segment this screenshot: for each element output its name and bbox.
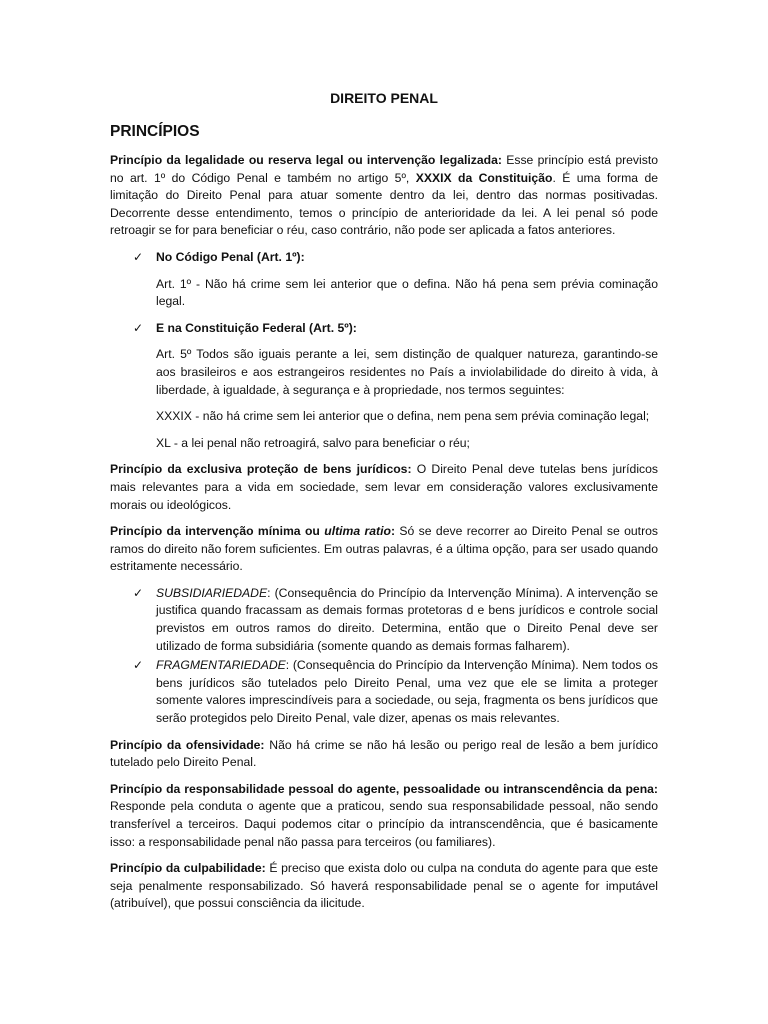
check-item-constituicao bbox=[110, 320, 658, 338]
section-title: PRINCÍPIOS bbox=[110, 123, 200, 140]
bens-text: O Direito Penal deve tutelas bens jurídicos mais relevantes para a vida em sociedade, sem levar em consideração valores exclusivamente morais ou ideológicos. bbox=[110, 462, 659, 512]
check-item-subsidiariedade bbox=[110, 585, 658, 655]
checkmark-icon: ✓ bbox=[133, 585, 144, 600]
fragmentariedade-text: : (Consequência do Princípio da Intervenção Mínima). Nem todos os bens jurídicos são tutelados pelo Direito Penal, uma vez que ele se limita a proteger somente valores imprescindíveis para a sociedade, ou seja, fragmenta os bens jurídicos que serão protegidos pelo Direito Penal, vale dizer, apenas os mais relevantes. bbox=[156, 658, 658, 726]
check-item-codigo-penal bbox=[110, 249, 658, 267]
responsabilidade-text: Responde pela conduta o agente que a praticou, sendo sua responsabilidade pessoal, não sendo transferível a terceiros. Daqui podemos citar o princípio da intranscendência, que é basicamente isso: a responsabilidade penal não passa para terceiros (ou familiares). bbox=[110, 799, 658, 849]
quote-inciso-xl: XL - a lei penal não retroagirá, salvo para beneficiar o réu; bbox=[156, 435, 470, 450]
paragraph-culpabilidade bbox=[110, 860, 658, 913]
check-item-fragmentariedade bbox=[110, 657, 658, 727]
paragraph-legalidade bbox=[110, 152, 658, 240]
subsidiariedade-label: SUBSIDIARIEDADE bbox=[156, 585, 268, 600]
constituicao-label: E na Constituição Federal (Art. 5º): bbox=[156, 320, 357, 335]
minima-label: Princípio da intervenção mínima ou bbox=[110, 524, 325, 539]
quote-inciso-xxxix: XXXIX - não há crime sem lei anterior que o defina, nem pena sem prévia cominação legal; bbox=[156, 409, 650, 424]
legalidade-label: Princípio da legalidade ou reserva legal ou intervenção legalizada: bbox=[110, 153, 502, 167]
ofensividade-label: Princípio da ofensividade: bbox=[110, 737, 265, 752]
legalidade-text2: . É uma forma de limitação do Direito Penal para atuar somente dentro da lei, dentro das normas positivadas. Decorrente desse entendimento, temos o princípio de anterioridade da lei. A lei penal só pode retroagir se for para beneficiar o réu, caso contrário, não pode ser aplicada a fatos anteriores. bbox=[110, 170, 658, 238]
codigo-penal-label: No Código Penal (Art. 1º): bbox=[156, 249, 305, 264]
paragraph-bens-juridicos bbox=[110, 461, 658, 514]
paragraph-ofensividade bbox=[110, 737, 658, 772]
minima-text: Só se deve recorrer ao Direito Penal se outros ramos do direito não forem suficientes. Em outras palavras, é a última opção, para ser usado quando estritamente necessário. bbox=[110, 524, 658, 574]
culpabilidade-text: É preciso que exista dolo ou culpa na conduta do agente para que este seja penalmente responsabilizado. Só haverá responsabilidade penal se o agente for imputável (atribuível), que possui consciência da ilicitude. bbox=[110, 861, 658, 911]
checkmark-icon: ✓ bbox=[133, 320, 144, 335]
quote-constituicao-art5: Art. 5º Todos são iguais perante a lei, sem distinção de qualquer natureza, garantindo-se aos brasileiros e aos estrangeiros residentes no País a inviolabilidade do direito à vida, à liberdade, à igualdade, à segurança e à propriedade, nos termos seguintes: bbox=[156, 347, 658, 397]
paragraph-responsabilidade bbox=[110, 781, 658, 851]
subsidiariedade-text: : (Consequência do Princípio da Intervenção Mínima). A intervenção se justifica quando fracassam as demais formas protetoras d e bens jurídicos e controle social previstos em outros ramos do direito. Determina, então que o Direito Penal deve ser utilizado de forma subsidiária (somente quando as demais formas falharem). bbox=[156, 585, 658, 653]
legalidade-text1: Esse princípio está previsto no art. 1º do Código Penal e também no artigo 5º, bbox=[110, 153, 658, 185]
document-title: DIREITO PENAL bbox=[330, 90, 438, 106]
fragmentariedade-label: FRAGMENTARIEDADE bbox=[156, 658, 286, 673]
ofensividade-text: Não há crime se não há lesão ou perigo real de lesão a bem jurídico tutelado pelo Direito Penal. bbox=[110, 737, 658, 770]
checkmark-icon: ✓ bbox=[133, 249, 144, 264]
culpabilidade-label: Princípio da culpabilidade: bbox=[110, 861, 266, 876]
legalidade-emph: XXXIX da Constituição bbox=[415, 170, 553, 185]
quote-codigo-penal: Art. 1º - Não há crime sem lei anterior que o defina. Não há pena sem prévia cominação legal. bbox=[156, 276, 658, 309]
minima-italic: ultima ratio bbox=[324, 524, 391, 539]
document-content bbox=[110, 88, 658, 922]
checkmark-icon: ✓ bbox=[133, 658, 144, 673]
minima-colon: : bbox=[390, 524, 395, 539]
paragraph-intervencao-minima bbox=[110, 523, 658, 576]
bens-label: Princípio da exclusiva proteção de bens jurídicos: bbox=[110, 462, 412, 477]
responsabilidade-label: Princípio da responsabilidade pessoal do agente, pessoalidade ou intranscendência da pena: bbox=[110, 781, 658, 796]
